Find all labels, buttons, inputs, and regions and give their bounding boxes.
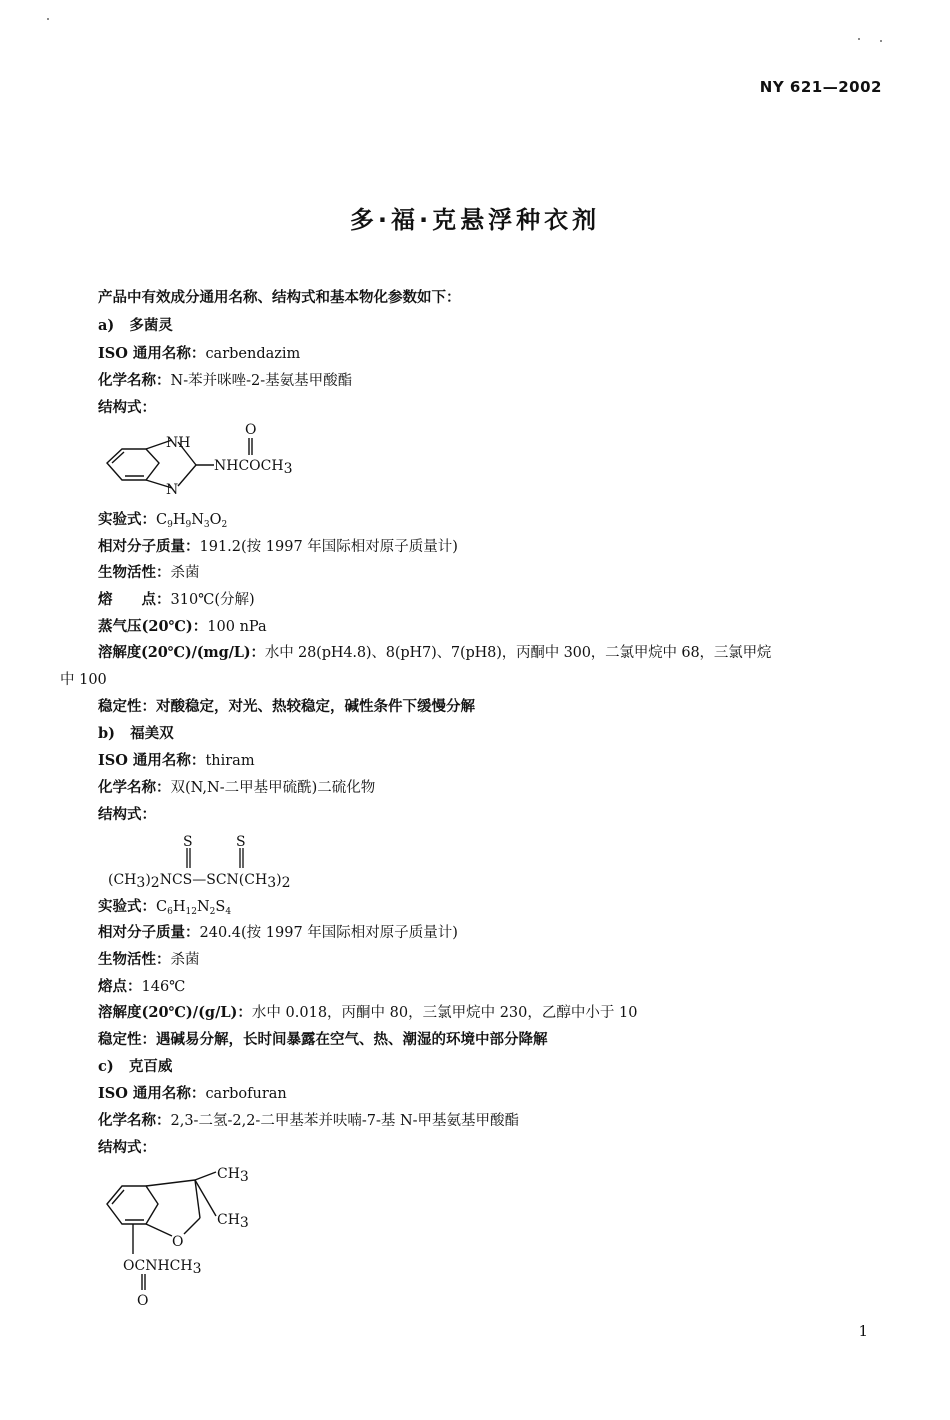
field-value: 杀菌	[170, 952, 200, 968]
iso-name-line	[98, 751, 255, 771]
solubility-continuation: 中 100	[60, 672, 107, 688]
section-label: c)	[98, 1058, 114, 1075]
formula-value	[156, 899, 231, 915]
field-label: 蒸气压(20℃)：	[98, 618, 208, 635]
bioactivity-line	[98, 563, 200, 583]
formula-element: N	[196, 899, 210, 915]
thiram-chain-label: (CH3)2NCS—SCN(CH3)2	[108, 872, 291, 891]
formula-value	[156, 512, 227, 528]
field-value: 100 nPa	[207, 619, 267, 635]
sulfur-label: S	[236, 834, 246, 850]
field-label: ISO 通用名称：	[98, 1085, 206, 1102]
section-b-heading	[98, 724, 174, 744]
field-value: 对酸稳定，对光、热较稳定，碱性条件下缓慢分解	[156, 698, 475, 715]
field-value: 双(N,N-二甲基甲硫酰)二硫化物	[170, 780, 376, 796]
formula-subscript: 2	[209, 907, 216, 917]
molecular-mass-line	[98, 923, 458, 943]
field-value: 水中 28(pH4.8)、8(pH7)、7(pH8)，丙酮中 300，二氯甲烷中 68，三氯甲烷	[264, 645, 772, 661]
nh-label: NH	[166, 435, 191, 451]
thiram-structure	[100, 830, 360, 892]
field-value: 水中 0.018，丙酮中 80，三氯甲烷中 230，乙醇中小于 10	[251, 1005, 638, 1021]
formula-subscript: 4	[225, 907, 232, 917]
intro-text: 产品中有效成分通用名称、结构式和基本物化参数如下：	[98, 289, 461, 306]
field-value: 146℃	[141, 979, 186, 995]
formula-element: C	[156, 899, 168, 915]
carbonyl-o-label: O	[245, 422, 257, 438]
stability-line	[98, 1030, 548, 1050]
scan-speck	[858, 38, 860, 40]
field-label: 相对分子质量：	[98, 538, 200, 555]
methyl-label: CH3	[217, 1166, 249, 1185]
field-value: thiram	[205, 753, 255, 769]
stability-line	[98, 697, 475, 717]
section-label: a)	[98, 317, 115, 334]
empirical-formula-line	[98, 510, 227, 530]
ingredient-name: 福美双	[130, 725, 174, 742]
formula-subscript: 6	[167, 907, 173, 917]
scan-speck	[880, 40, 882, 42]
formula-element: H	[172, 512, 186, 528]
field-label: 熔 点：	[98, 591, 171, 608]
section-label: b)	[98, 725, 115, 742]
ingredient-name: 克百威	[128, 1058, 173, 1075]
formula-subscript: 9	[185, 520, 192, 530]
field-label: 生物活性：	[98, 951, 171, 968]
solubility-line	[98, 643, 771, 663]
benzene-ring-shape	[107, 1186, 158, 1224]
field-value: 240.4(按 1997 年国际相对原子质量计)	[199, 925, 458, 941]
field-value: 310℃(分解)	[170, 592, 255, 608]
field-label: 化学名称：	[98, 1112, 171, 1129]
field-value: carbendazim	[205, 346, 301, 362]
structure-label: 结构式：	[98, 806, 156, 823]
field-label: 生物活性：	[98, 564, 171, 581]
carbonyl-o-label: O	[137, 1293, 149, 1309]
vapor-pressure-line	[98, 617, 267, 637]
field-label: ISO 通用名称：	[98, 345, 206, 362]
iso-name-line	[98, 1084, 287, 1104]
chemical-name-line	[98, 778, 375, 798]
solubility-line	[98, 1003, 637, 1023]
ring-oxygen-label: O	[172, 1234, 184, 1250]
melting-point-line	[98, 977, 185, 997]
field-value: N-苯并咪唑-2-基氨基甲酸酯	[170, 373, 353, 389]
field-label: 实验式：	[98, 898, 156, 915]
n-label: N	[166, 482, 179, 498]
field-value: carbofuran	[205, 1086, 287, 1102]
formula-subscript: 12	[185, 907, 197, 917]
document-title: 多·福·克悬浮种衣剂	[349, 206, 601, 234]
formula-subscript: 3	[203, 520, 210, 530]
chemical-name-line	[98, 1111, 519, 1131]
formula-element: C	[156, 512, 168, 528]
iso-name-line	[98, 344, 300, 364]
field-label: 稳定性：	[98, 698, 156, 715]
field-value: 遇碱易分解，长时间暴露在空气、热、潮湿的环境中部分降解	[156, 1031, 548, 1048]
ingredient-name: 多菌灵	[129, 317, 173, 334]
field-value: 2,3-二氢-2,2-二甲基苯并呋喃-7-基 N-甲基氨基甲酸酯	[170, 1113, 520, 1129]
sulfur-label: S	[183, 834, 193, 850]
empirical-formula-line	[98, 897, 231, 917]
molecular-mass-line	[98, 537, 458, 557]
melting-point-line	[98, 590, 255, 610]
structure-label: 结构式：	[98, 1139, 156, 1156]
field-label: 溶解度(20℃)/(g/L)：	[98, 1004, 252, 1021]
scan-speck	[47, 18, 49, 20]
field-label: ISO 通用名称：	[98, 752, 206, 769]
page-number: 1	[858, 1322, 868, 1340]
field-value: 191.2(按 1997 年国际相对原子质量计)	[199, 539, 458, 555]
section-a-heading	[98, 316, 173, 336]
formula-subscript: 2	[221, 520, 228, 530]
field-label: 稳定性：	[98, 1031, 156, 1048]
section-c-heading	[98, 1057, 172, 1077]
field-label: 溶解度(20℃)/(mg/L)：	[98, 644, 265, 661]
field-value: 杀菌	[170, 565, 200, 581]
field-label: 化学名称：	[98, 372, 171, 389]
formula-element: S	[215, 899, 226, 915]
field-label: 实验式：	[98, 511, 156, 528]
formula-element: O	[209, 512, 222, 528]
bioactivity-line	[98, 950, 200, 970]
structure-label: 结构式：	[98, 399, 156, 416]
field-label: 相对分子质量：	[98, 924, 200, 941]
carbofuran-structure	[100, 1162, 280, 1312]
standard-code: NY 621—2002	[759, 78, 882, 96]
carbendazim-structure	[100, 420, 340, 505]
side-chain-label: NHCOCH3	[214, 458, 293, 477]
field-label: 熔点：	[98, 978, 142, 995]
formula-element: H	[172, 899, 186, 915]
chemical-name-line	[98, 371, 352, 391]
formula-subscript: 9	[167, 520, 173, 530]
carbamate-chain-label: OCNHCH3	[123, 1258, 202, 1277]
formula-element: N	[191, 512, 204, 528]
field-label: 化学名称：	[98, 779, 171, 796]
methyl-label: CH3	[217, 1212, 249, 1231]
